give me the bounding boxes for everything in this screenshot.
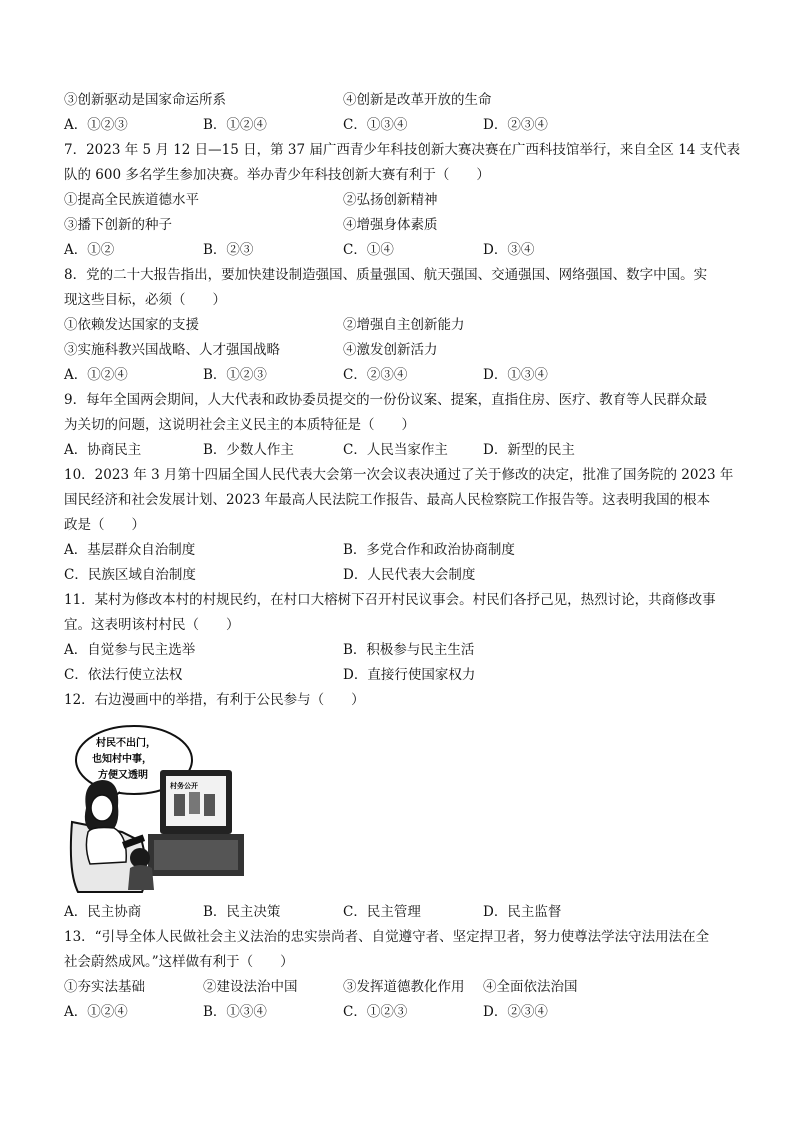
notice-board-3	[204, 794, 215, 816]
q7-choice-a[interactable]: A．①②	[64, 242, 115, 258]
q12-choice-b[interactable]: B．民主决策	[203, 904, 281, 920]
q6-choice-d[interactable]: D．②③④	[483, 117, 548, 133]
woman-face	[91, 795, 113, 821]
child-head	[130, 848, 150, 868]
child-body	[128, 865, 154, 890]
q8-stem-line-2: 现这些目标，必须（ ）	[64, 292, 226, 308]
notice-board-2	[189, 792, 200, 814]
q11-choice-d[interactable]: D．直接行使国家权力	[343, 667, 476, 683]
q7-item-3: ③播下创新的种子	[64, 217, 172, 233]
q13-item-3: ③发挥道德教化作用	[343, 979, 465, 995]
q13-choice-d[interactable]: D．②③④	[483, 1004, 548, 1020]
bubble-line-2: 也知村中事，	[92, 754, 152, 765]
q13-choice-c[interactable]: C．①②③	[343, 1004, 408, 1020]
q13-choice-a[interactable]: A．①②④	[64, 1004, 128, 1020]
q9-stem-line-2: 为关切的问题，这说明社会主义民主的本质特征是（ ）	[64, 417, 415, 433]
q8-item-2: ②增强自主创新能力	[343, 317, 465, 333]
q7-stem-line-1: 7．2023 年 5 月 12 日—15 日，第 37 届广西青少年科技创新大赛决赛在广西科技馆举行，来自全区 14 支代表	[64, 142, 741, 158]
q10-stem-line-1: 10．2023 年 3 月第十四届全国人民代表大会第一次会议表决通过了关于修改的决定，批准了国务院的 2023 年	[64, 467, 734, 483]
q9-choice-b[interactable]: B．少数人作主	[203, 442, 294, 458]
q8-choice-b[interactable]: B．①②③	[203, 367, 267, 383]
tv-screen-text: 村务公开	[170, 782, 198, 790]
q13-item-1: ①夯实法基础	[64, 979, 145, 995]
q13-item-2: ②建设法治中国	[203, 979, 298, 995]
q13-choice-b[interactable]: B．①③④	[203, 1004, 267, 1020]
q12-choice-c[interactable]: C．民主管理	[343, 904, 421, 920]
q10-choice-a[interactable]: A．基层群众自治制度	[64, 542, 196, 558]
q9-choice-a[interactable]: A．协商民主	[64, 442, 142, 458]
bubble-line-3: 方便又透明	[98, 770, 148, 781]
q8-choice-a[interactable]: A．①②④	[64, 367, 128, 383]
q7-choice-b[interactable]: B．②③	[203, 242, 254, 258]
q10-choice-b[interactable]: B．多党合作和政治协商制度	[343, 542, 515, 558]
q11-stem-line-2: 宜。这表明该村村民（ ）	[64, 617, 240, 633]
q13-stem-line-1: 13．“引导全体人民做社会主义法治的忠实崇尚者、自觉遵守者、坚定捍卫者，努力使尊法学法守法用法在全	[64, 929, 710, 945]
village-affairs-cartoon	[62, 722, 262, 898]
q8-item-3: ③实施科教兴国战略、人才强国战略	[64, 342, 280, 358]
q10-choice-c[interactable]: C．民族区域自治制度	[64, 567, 196, 583]
q12-choice-d[interactable]: D．民主监督	[483, 904, 562, 920]
q8-stem-line-1: 8．党的二十大报告指出，要加快建设制造强国、质量强国、航天强国、交通强国、网络强国、数字中国。实	[64, 267, 708, 283]
q11-choice-c[interactable]: C．依法行使立法权	[64, 667, 183, 683]
q12-choice-a[interactable]: A．民主协商	[64, 904, 142, 920]
woman-body	[86, 828, 126, 865]
q11-choice-a[interactable]: A．自觉参与民主选举	[64, 642, 196, 658]
q10-stem-line-2: 国民经济和社会发展计划、2023 年最高人民法院工作报告、最高人民检察院工作报告等。这表明我国的根本	[64, 492, 711, 508]
q12-stem: 12．右边漫画中的举措，有利于公民参与（ ）	[64, 692, 365, 708]
q6-item-3: ③创新驱动是国家命运所系	[64, 92, 226, 108]
q6-item-4: ④创新是改革开放的生命	[343, 92, 492, 108]
q7-item-4: ④增强身体素质	[343, 217, 438, 233]
q9-choice-d[interactable]: D．新型的民主	[483, 442, 575, 458]
q9-choice-c[interactable]: C．人民当家作主	[343, 442, 448, 458]
q7-choice-d[interactable]: D．③④	[483, 242, 535, 258]
q11-choice-b[interactable]: B．积极参与民主生活	[343, 642, 475, 658]
q7-choice-c[interactable]: C．①④	[343, 242, 394, 258]
q8-choice-c[interactable]: C．②③④	[343, 367, 408, 383]
q10-stem-line-3: 政是（ ）	[64, 517, 145, 533]
q6-choice-a[interactable]: A．①②③	[64, 117, 128, 133]
tv-cabinet-panel	[154, 840, 238, 870]
bubble-line-1: 村民不出门，	[96, 738, 156, 749]
q6-choice-c[interactable]: C．①③④	[343, 117, 408, 133]
q8-item-4: ④激发创新活力	[343, 342, 438, 358]
q8-item-1: ①依赖发达国家的支援	[64, 317, 199, 333]
q7-stem-line-2: 队的 600 多名学生参加决赛。举办青少年科技创新大赛有利于（ ）	[64, 167, 490, 183]
q7-item-1: ①提高全民族道德水平	[64, 192, 199, 208]
notice-board-1	[174, 794, 185, 816]
q13-stem-line-2: 社会蔚然成风。”这样做有利于（ ）	[64, 954, 294, 970]
q13-item-4: ④全面依法治国	[483, 979, 578, 995]
q6-choice-b[interactable]: B．①②④	[203, 117, 267, 133]
q7-item-2: ②弘扬创新精神	[343, 192, 438, 208]
q9-stem-line-1: 9．每年全国两会期间，人大代表和政协委员提交的一份份议案、提案，直指住房、医疗、教育等人民群众最	[64, 392, 708, 408]
q11-stem-line-1: 11．某村为修改本村的村规民约，在村口大榕树下召开村民议事会。村民们各抒己见，热烈讨论，共商修改事	[64, 592, 716, 608]
q10-choice-d[interactable]: D．人民代表大会制度	[343, 567, 476, 583]
q8-choice-d[interactable]: D．①③④	[483, 367, 548, 383]
